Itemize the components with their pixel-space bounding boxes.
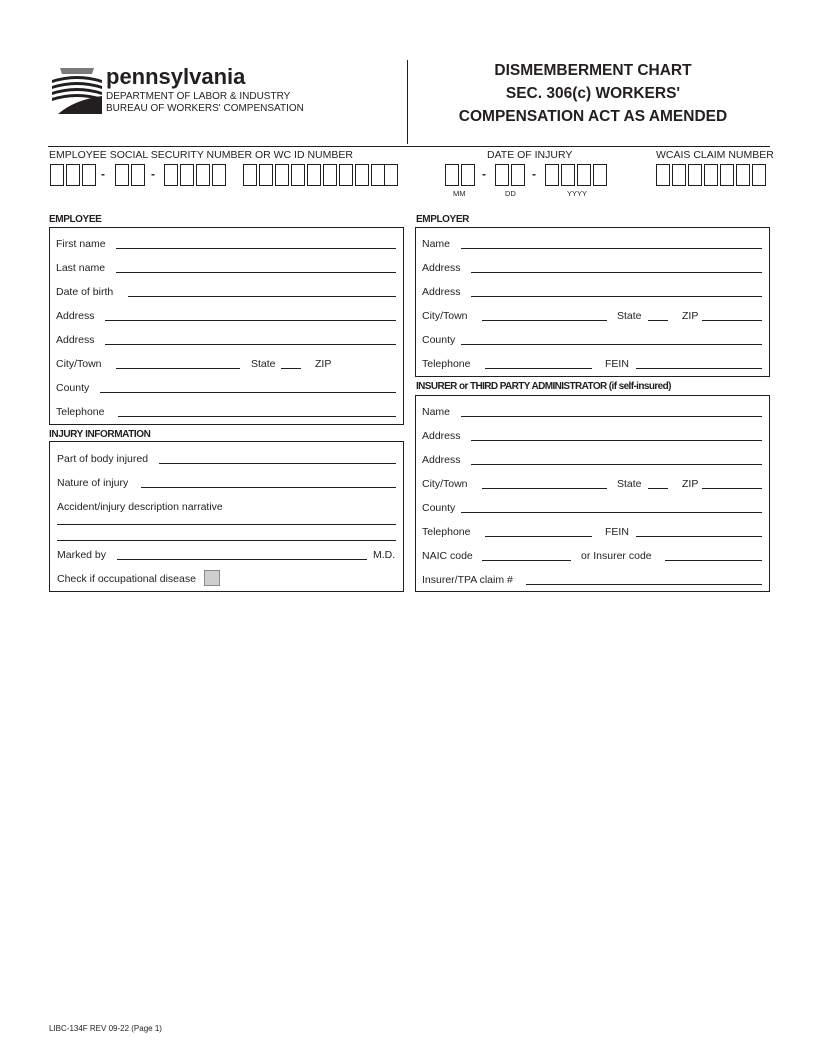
- injury-heading: INJURY INFORMATION: [49, 429, 151, 440]
- doi-year-box[interactable]: [577, 164, 591, 186]
- last-name-field[interactable]: [116, 272, 396, 273]
- insurer-heading: INSURER or THIRD PARTY ADMINISTRATOR (if self-insured): [416, 381, 671, 392]
- ssn-digit-box[interactable]: [66, 164, 80, 186]
- yyyy-label: YYYY: [567, 189, 588, 198]
- insurer-telephone-field[interactable]: [485, 536, 592, 537]
- employer-zip-field[interactable]: [702, 320, 762, 321]
- employee-zip-label: ZIP: [315, 358, 332, 370]
- doi-year-box[interactable]: [545, 164, 559, 186]
- insurer-address1-label: Address: [422, 430, 461, 442]
- wc-id-digit-box[interactable]: [339, 164, 353, 186]
- employee-panel: [49, 227, 404, 425]
- header-divider: [407, 60, 408, 144]
- wc-id-digit-box[interactable]: [355, 164, 369, 186]
- wcais-digit-box[interactable]: [736, 164, 750, 186]
- wcais-digit-box[interactable]: [672, 164, 686, 186]
- last-name-label: Last name: [56, 262, 106, 274]
- ssn-digit-box[interactable]: [50, 164, 64, 186]
- employer-panel: [415, 227, 770, 377]
- claim-number-label: Insurer/TPA claim #: [422, 574, 513, 586]
- body-part-label: Part of body injured: [57, 453, 149, 465]
- insurer-zip-field[interactable]: [702, 488, 762, 489]
- ssn-digit-box[interactable]: [131, 164, 145, 186]
- insurer-county-field[interactable]: [461, 512, 762, 513]
- bureau-name: BUREAU OF WORKERS' COMPENSATION: [106, 103, 304, 114]
- naic-code-field[interactable]: [482, 560, 571, 561]
- employer-address1-label: Address: [422, 262, 461, 274]
- employee-address1-field[interactable]: [105, 320, 396, 321]
- insurer-state-label: State: [617, 478, 642, 490]
- ssn-digit-box[interactable]: [212, 164, 226, 186]
- ssn-dash: -: [151, 167, 155, 181]
- wc-id-digit-box[interactable]: [243, 164, 257, 186]
- header-rule: [48, 146, 770, 147]
- ssn-label: EMPLOYEE SOCIAL SECURITY NUMBER OR WC ID NUMBER: [49, 149, 353, 161]
- wc-id-digit-box[interactable]: [323, 164, 337, 186]
- department-name: DEPARTMENT OF LABOR & INDUSTRY: [106, 91, 291, 102]
- employee-county-field[interactable]: [100, 392, 396, 393]
- insurer-code-field[interactable]: [665, 560, 762, 561]
- body-part-field[interactable]: [159, 463, 396, 464]
- mm-label: MM: [453, 189, 466, 198]
- employer-telephone-field[interactable]: [485, 368, 592, 369]
- employee-state-label: State: [251, 358, 276, 370]
- employer-fein-label: FEIN: [605, 358, 629, 370]
- wcais-digit-box[interactable]: [704, 164, 718, 186]
- wcais-digit-box[interactable]: [720, 164, 734, 186]
- employee-telephone-label: Telephone: [56, 406, 105, 418]
- employer-heading: EMPLOYER: [416, 214, 469, 225]
- employer-fein-field[interactable]: [636, 368, 762, 369]
- ssn-digit-box[interactable]: [115, 164, 129, 186]
- employer-county-field[interactable]: [461, 344, 762, 345]
- employer-name-field[interactable]: [461, 248, 762, 249]
- ssn-digit-box[interactable]: [196, 164, 210, 186]
- doi-month-box[interactable]: [461, 164, 475, 186]
- wc-id-digit-box[interactable]: [371, 164, 385, 186]
- employee-city-label: City/Town: [56, 358, 102, 370]
- employer-zip-label: ZIP: [682, 310, 699, 322]
- employer-state-label: State: [617, 310, 642, 322]
- insurer-address2-field[interactable]: [471, 464, 762, 465]
- ssn-digit-box[interactable]: [164, 164, 178, 186]
- wcais-claim-label: WCAIS CLAIM NUMBER: [656, 149, 774, 161]
- nature-label: Nature of injury: [57, 477, 129, 489]
- wc-id-digit-box[interactable]: [291, 164, 305, 186]
- doi-month-box[interactable]: [445, 164, 459, 186]
- employer-state-field[interactable]: [648, 320, 668, 321]
- employer-city-field[interactable]: [482, 320, 607, 321]
- insurer-code-label: or Insurer code: [581, 550, 652, 562]
- insurer-address2-label: Address: [422, 454, 461, 466]
- dob-field[interactable]: [128, 296, 396, 297]
- doi-year-box[interactable]: [561, 164, 575, 186]
- insurer-telephone-label: Telephone: [422, 526, 471, 538]
- dd-label: DD: [505, 189, 516, 198]
- wcais-digit-box[interactable]: [688, 164, 702, 186]
- title-line-2: SEC. 306(c) WORKERS': [505, 85, 681, 102]
- employee-telephone-field[interactable]: [118, 416, 396, 417]
- first-name-label: First name: [56, 238, 106, 250]
- occupational-disease-checkbox[interactable]: [204, 570, 220, 586]
- insurer-fein-field[interactable]: [636, 536, 762, 537]
- naic-code-label: NAIC code: [422, 550, 473, 562]
- employer-county-label: County: [422, 334, 456, 346]
- keystone-logo-icon: [52, 66, 102, 116]
- ssn-digit-box[interactable]: [180, 164, 194, 186]
- employer-address2-field[interactable]: [471, 296, 762, 297]
- title-line-3: COMPENSATION ACT AS AMENDED: [458, 108, 728, 125]
- insurer-name-field[interactable]: [461, 416, 762, 417]
- insurer-zip-label: ZIP: [682, 478, 699, 490]
- employee-address2-label: Address: [56, 334, 95, 346]
- insurer-panel: [415, 395, 770, 592]
- narrative-label: Accident/injury description narrative: [57, 501, 223, 513]
- date-of-injury-label: DATE OF INJURY: [487, 149, 573, 161]
- ssn-digit-box[interactable]: [82, 164, 96, 186]
- marked-by-field[interactable]: [117, 559, 367, 560]
- employer-city-label: City/Town: [422, 310, 468, 322]
- insurer-city-label: City/Town: [422, 478, 468, 490]
- employee-address2-field[interactable]: [105, 344, 396, 345]
- ssn-dash: -: [101, 167, 105, 181]
- narrative-line-2[interactable]: [57, 540, 396, 541]
- insurer-city-field[interactable]: [482, 488, 607, 489]
- wc-id-digit-box[interactable]: [259, 164, 273, 186]
- employee-state-field[interactable]: [281, 368, 301, 369]
- employee-county-label: County: [56, 382, 90, 394]
- doi-year-box[interactable]: [593, 164, 607, 186]
- insurer-name-label: Name: [422, 406, 451, 418]
- employer-telephone-label: Telephone: [422, 358, 471, 370]
- employer-name-label: Name: [422, 238, 451, 250]
- wc-id-digit-box[interactable]: [307, 164, 321, 186]
- wcais-digit-box[interactable]: [656, 164, 670, 186]
- form-title: [420, 59, 766, 128]
- claim-number-field[interactable]: [526, 584, 762, 585]
- wc-id-digit-box[interactable]: [384, 164, 398, 186]
- form-id-footer: LIBC-134F REV 09-22 (Page 1): [49, 1024, 162, 1033]
- doi-day-box[interactable]: [495, 164, 509, 186]
- insurer-county-label: County: [422, 502, 456, 514]
- title-line-1: DISMEMBERMENT CHART: [494, 62, 692, 79]
- employer-address1-field[interactable]: [471, 272, 762, 273]
- employer-address2-label: Address: [422, 286, 461, 298]
- nature-field[interactable]: [141, 487, 396, 488]
- insurer-fein-label: FEIN: [605, 526, 629, 538]
- employee-address1-label: Address: [56, 310, 95, 322]
- dob-label: Date of birth: [56, 286, 114, 298]
- md-label: M.D.: [373, 549, 396, 561]
- doi-dash: -: [482, 167, 486, 181]
- wcais-digit-box[interactable]: [752, 164, 766, 186]
- insurer-address1-field[interactable]: [471, 440, 762, 441]
- wc-id-digit-box[interactable]: [275, 164, 289, 186]
- employee-heading: EMPLOYEE: [49, 214, 102, 225]
- logo-wordmark: pennsylvania: [106, 64, 246, 89]
- marked-by-label: Marked by: [57, 549, 107, 561]
- narrative-line-1[interactable]: [57, 524, 396, 525]
- doi-dash: -: [532, 167, 536, 181]
- first-name-field[interactable]: [116, 248, 396, 249]
- doi-day-box[interactable]: [511, 164, 525, 186]
- employee-city-field[interactable]: [116, 368, 240, 369]
- occupational-label: Check if occupational disease: [57, 573, 196, 585]
- insurer-state-field[interactable]: [648, 488, 668, 489]
